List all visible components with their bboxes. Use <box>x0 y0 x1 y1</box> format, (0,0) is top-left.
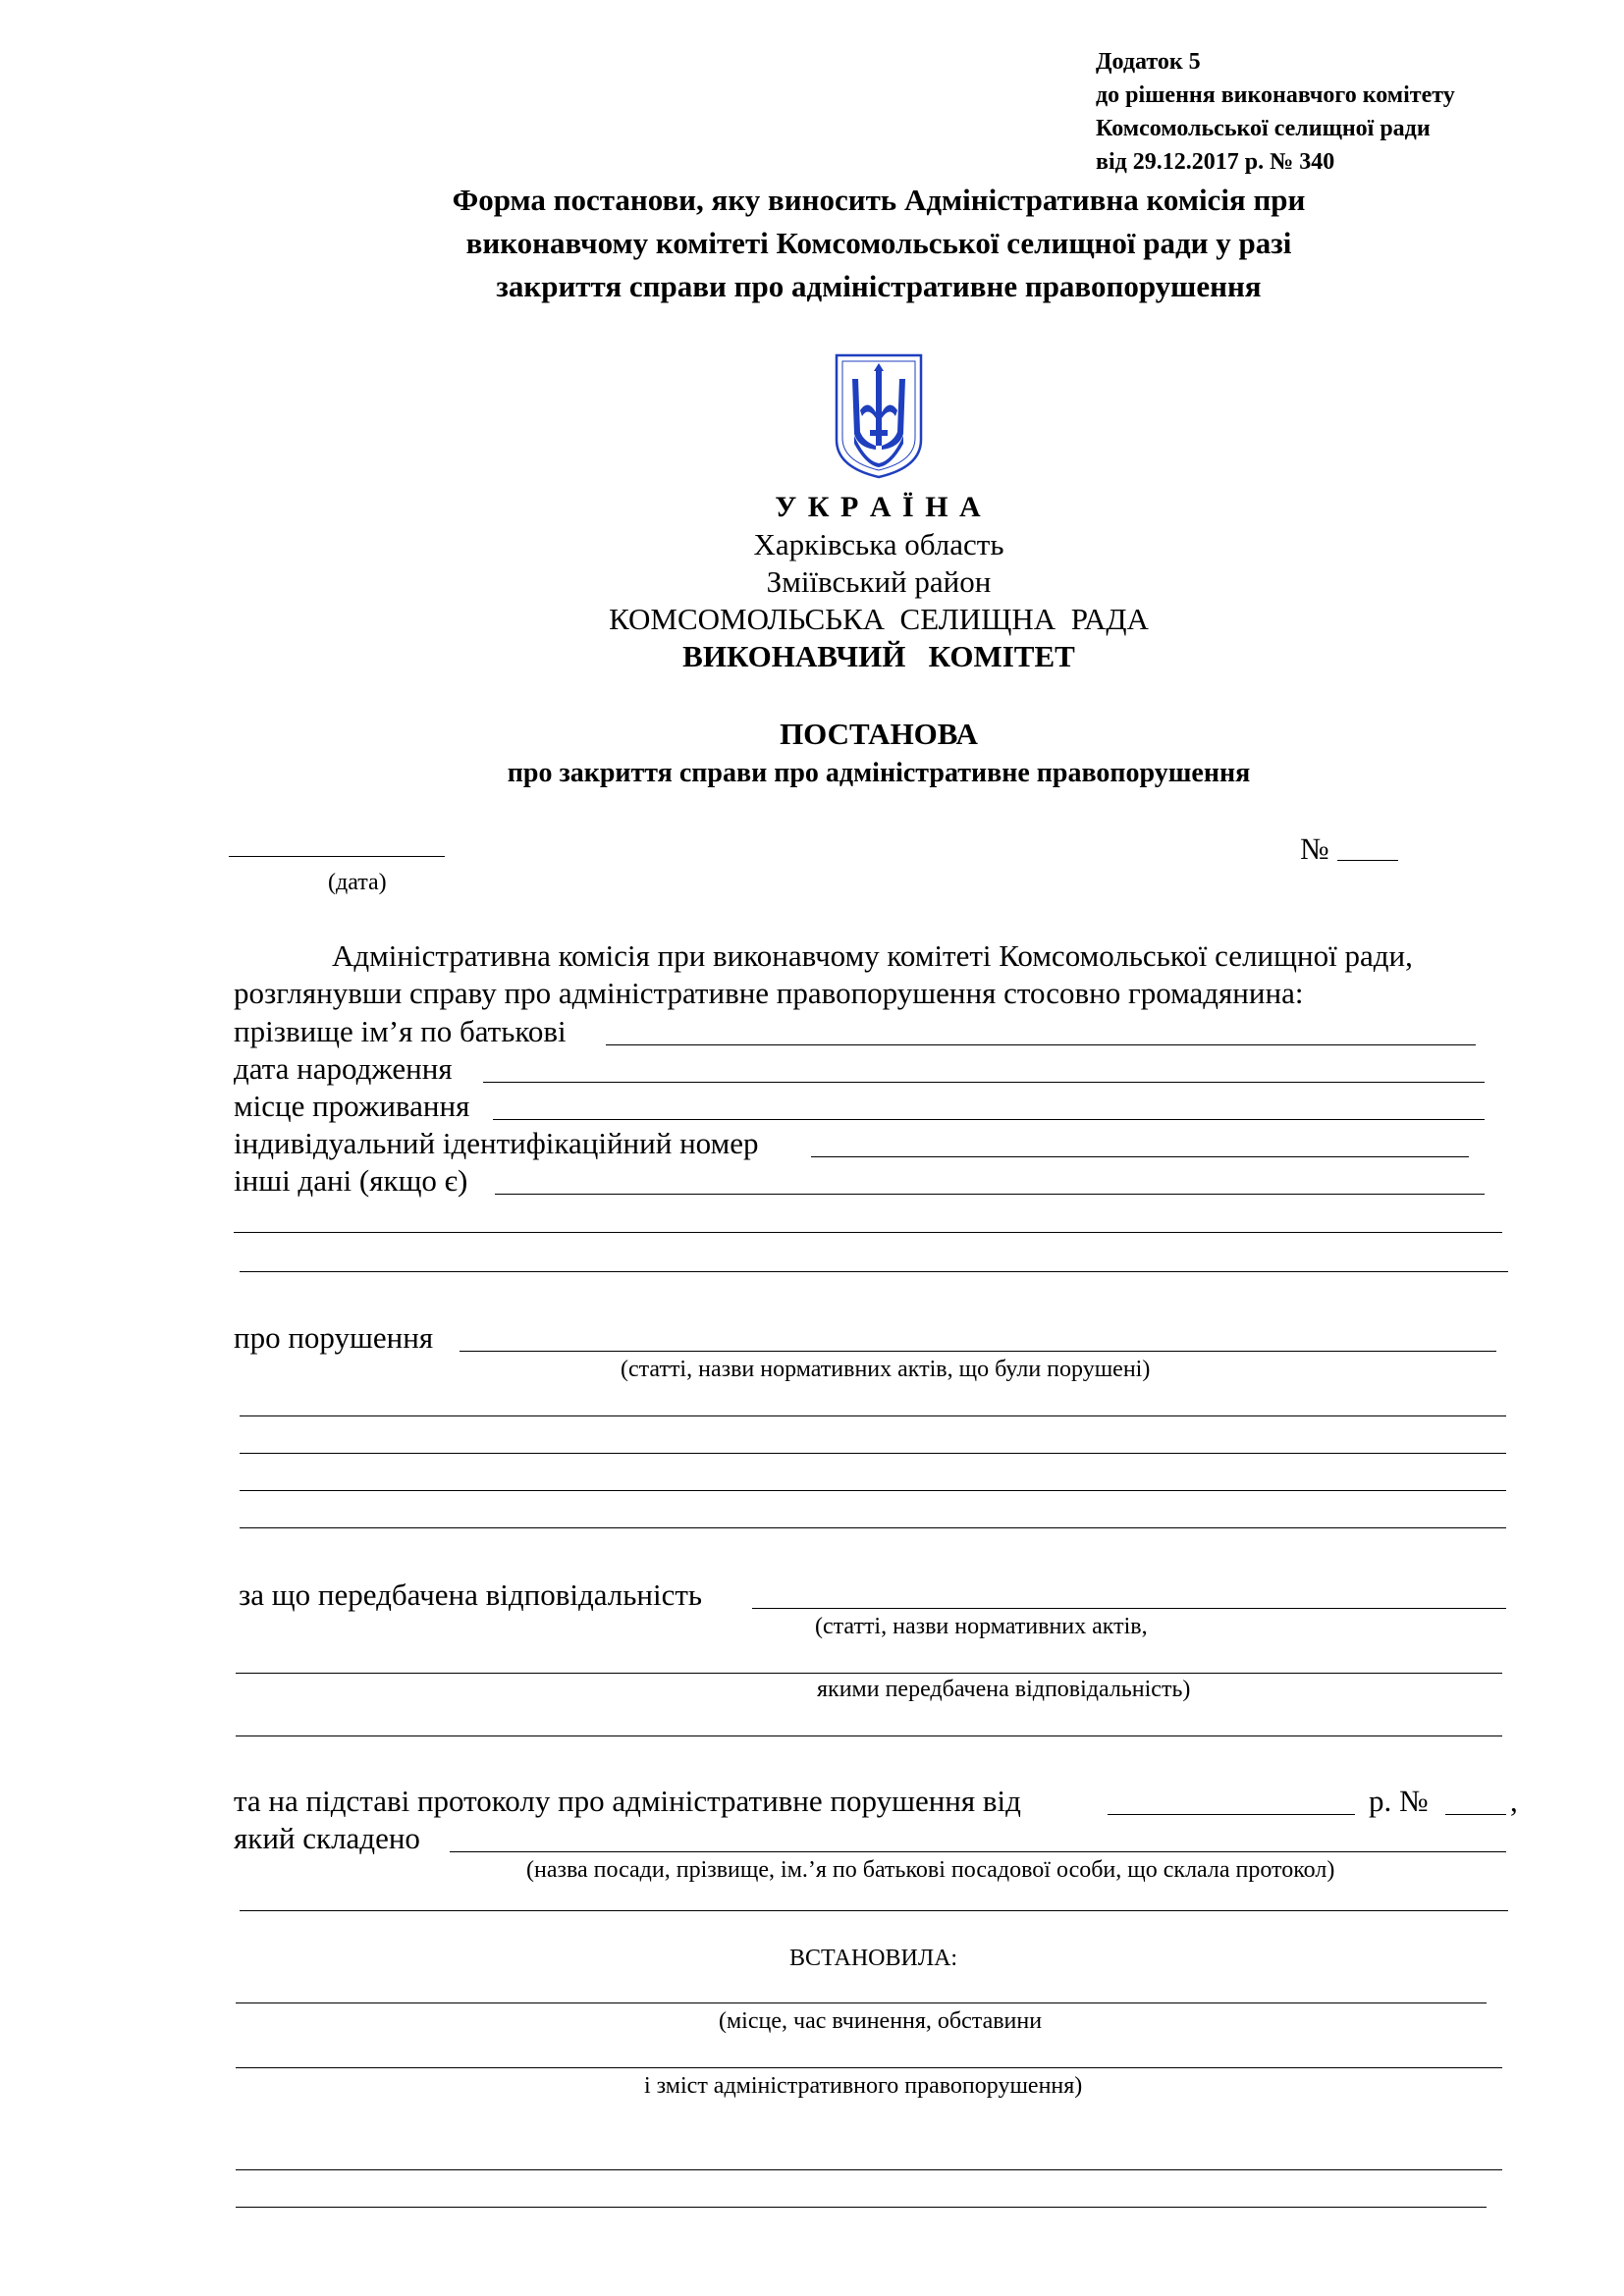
blank-line[interactable] <box>240 1910 1508 1911</box>
liability-field[interactable] <box>752 1608 1506 1609</box>
blank-line[interactable] <box>234 1232 1502 1233</box>
established-caption: і зміст адміністративного правопорушення) <box>644 2073 1083 2099</box>
document-subtitle: про закриття справи про адміністративне правопорушення <box>507 758 1251 788</box>
form-title-line: закриття справи про адміністративне правопорушення <box>496 269 1262 303</box>
blank-line[interactable] <box>236 1735 1502 1736</box>
compiled-by-field[interactable] <box>450 1851 1506 1852</box>
date-blank-line[interactable] <box>229 856 445 857</box>
annex-line: Додаток 5 <box>1096 49 1201 75</box>
liability-label: за що передбачена відповідальність <box>239 1577 703 1612</box>
protocol-date-field[interactable] <box>1108 1814 1355 1815</box>
blank-line[interactable] <box>240 1490 1506 1491</box>
blank-line[interactable] <box>236 2169 1502 2170</box>
compiled-by-label: який складено <box>234 1821 420 1855</box>
liability-caption: (статті, назви нормативних актів, <box>815 1614 1148 1639</box>
full-name-field[interactable] <box>606 1044 1476 1045</box>
intro-line: Адміністративна комісія при виконавчому комітеті Комсомольської селищної ради, <box>332 938 1413 973</box>
residence-label: місце проживання <box>234 1089 470 1123</box>
established-caption: (місце, час вчинення, обставини <box>719 2008 1043 2034</box>
other-data-field[interactable] <box>495 1194 1485 1195</box>
region-name: Харківська область <box>753 527 1004 561</box>
form-title <box>295 179 1463 308</box>
intro-line: розглянувши справу про адміністративне правопорушення стосовно громадянина: <box>234 976 1304 1010</box>
country-title: У К Р А Ї Н А <box>775 491 983 523</box>
blank-line[interactable] <box>240 1271 1508 1272</box>
document-title: ПОСТАНОВА <box>780 717 978 751</box>
council-name: КОМСОМОЛЬСЬКА СЕЛИЩНА РАДА <box>609 602 1149 636</box>
liability-caption: якими передбачена відповідальність) <box>817 1677 1191 1702</box>
protocol-comma: , <box>1510 1784 1518 1818</box>
blank-line[interactable] <box>240 1415 1506 1416</box>
blank-line[interactable] <box>236 1673 1502 1674</box>
number-blank-line[interactable] <box>1337 860 1398 861</box>
protocol-number-field[interactable] <box>1445 1814 1506 1815</box>
date-caption: (дата) <box>328 870 387 895</box>
blank-line[interactable] <box>236 2002 1487 2003</box>
annex-line: від 29.12.2017 р. № 340 <box>1096 149 1335 175</box>
tax-id-field[interactable] <box>811 1156 1469 1157</box>
tax-id-label: індивідуальний ідентифікаційний номер <box>234 1126 759 1160</box>
number-label: № <box>1300 831 1329 866</box>
protocol-r-label: р. № <box>1369 1784 1429 1818</box>
established-heading: ВСТАНОВИЛА: <box>789 1946 958 1971</box>
annex-line: до рішення виконавчого комітету <box>1096 82 1455 108</box>
district-name: Зміївський район <box>766 564 992 599</box>
form-title-line: Форма постанови, яку виносить Адміністративна комісія при <box>452 183 1306 217</box>
birth-date-field[interactable] <box>483 1082 1485 1083</box>
blank-line[interactable] <box>236 2067 1502 2068</box>
annex-block <box>1096 47 1455 181</box>
violation-caption: (статті, назви нормативних актів, що були порушені) <box>621 1357 1151 1382</box>
residence-field[interactable] <box>493 1119 1485 1120</box>
committee-name: ВИКОНАВЧИЙ КОМІТЕТ <box>682 639 1075 673</box>
protocol-text: та на підставі протоколу про адміністративне порушення від <box>234 1784 1021 1818</box>
violation-field[interactable] <box>460 1351 1496 1352</box>
birth-date-label: дата народження <box>234 1051 453 1086</box>
compiled-by-caption: (назва посади, прізвище, ім.’я по батькові посадової особи, що склала протокол) <box>526 1857 1335 1883</box>
full-name-label: прізвище ім’я по батькові <box>234 1014 567 1048</box>
other-data-label: інші дані (якщо є) <box>234 1163 468 1198</box>
violation-label: про порушення <box>234 1320 434 1355</box>
annex-line: Комсомольської селищної ради <box>1096 116 1431 141</box>
blank-line[interactable] <box>236 2207 1487 2208</box>
blank-line[interactable] <box>240 1453 1506 1454</box>
blank-line[interactable] <box>240 1527 1506 1528</box>
coat-of-arms-of-ukraine-icon <box>833 351 925 481</box>
form-title-line: виконавчому комітеті Комсомольської селищної ради у разі <box>465 226 1292 260</box>
